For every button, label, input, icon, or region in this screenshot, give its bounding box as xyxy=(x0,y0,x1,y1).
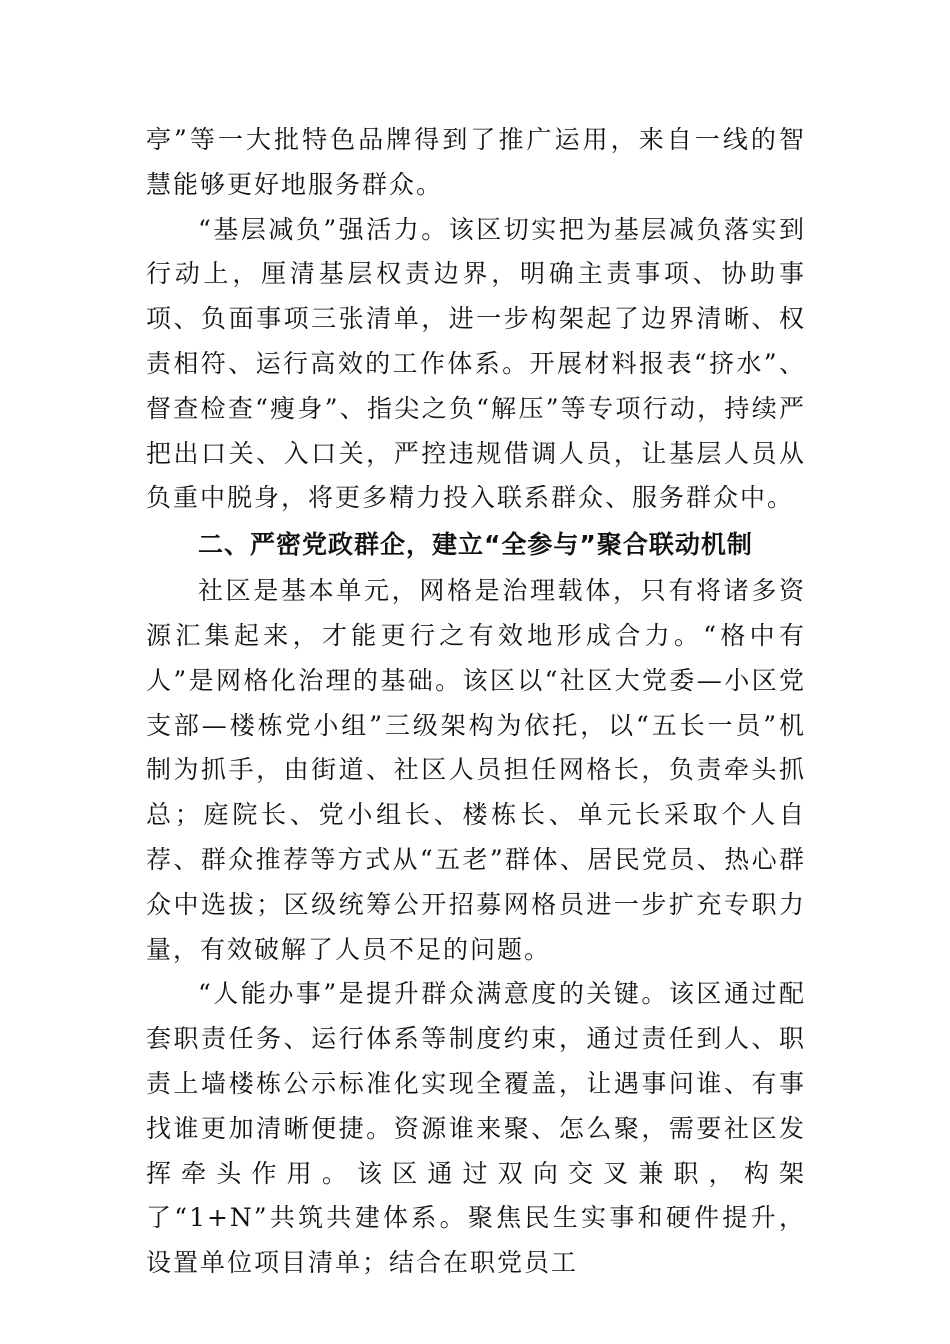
document-body xyxy=(146,118,806,1286)
paragraph-grassroots-burden-reduction: “基层减负”强活力。该区切实把为基层减负落实到行动上，厘清基层权责边界，明确主责事项、协助事项、负面事项三张清单，进一步构架起了边界清晰、权责相符、运行高效的工作体系。开展材料报表“挤水”、督查检查“瘦身”、指尖之负“解压”等专项行动，持续严把出口关、入口关，严控违规借调人员，让基层人员从负重中脱身，将更多精力投入联系群众、服务群众中。 xyxy=(146,214,806,513)
section-heading: 二、严密党政群企，建立“全参与”聚合联动机制 xyxy=(198,530,753,560)
paragraph-people-handle-affairs: “人能办事”是提升群众满意度的关键。该区通过配套职责任务、运行体系等制度约束，通过责任到人、职责上墙楼栋公示标准化实现全覆盖，让遇事问谁、有事找谁更加清晰便捷。资源谁来聚、怎么聚，需要社区发挥牵头作用。该区通过双向交叉兼职，构架了“1+N”共筑共建体系。聚焦民生实事和硬件提升，设置单位项目清单；结合在职党员工 xyxy=(146,979,806,1278)
paragraph-continuation: 亭”等一大批特色品牌得到了推广运用，来自一线的智慧能够更好地服务群众。 xyxy=(146,125,806,199)
paragraph-grid-governance: 社区是基本单元，网格是治理载体，只有将诸多资源汇集起来，才能更行之有效地形成合力。“格中有人”是网格化治理的基础。该区以“社区大党委—小区党支部—楼栋党小组”三级架构为依托，以“五长一员”机制为抓手，由街道、社区人员担任网格长，负责牵头抓总；庭院长、党小组长、楼栋长、单元长采取个人自荐、群众推荐等方式从“五老”群体、居民党员、热心群众中选拔；区级统筹公开招募网格员进一步扩充专职力量，有效破解了人员不足的问题。 xyxy=(146,576,806,964)
